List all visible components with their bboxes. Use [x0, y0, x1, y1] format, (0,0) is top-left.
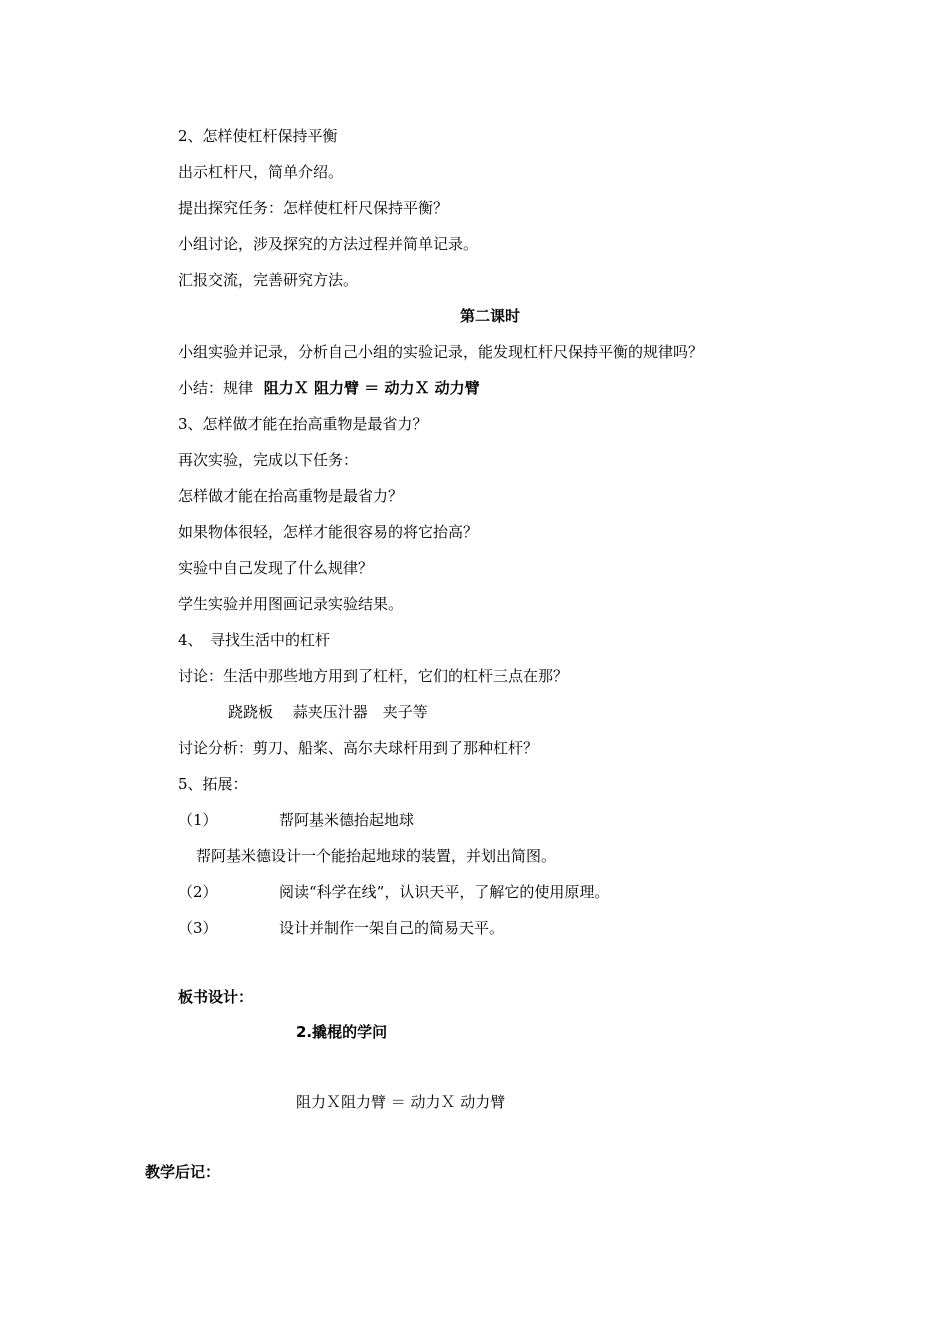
- section-heading-3: 3、怎样做才能在抬高重物是最省力？: [178, 415, 428, 433]
- section-heading-2: 2、怎样使杠杆保持平衡: [178, 127, 338, 145]
- board-design-title: 板书设计：: [178, 988, 254, 1006]
- list-item-text: 帮阿基米德抬起地球: [279, 811, 415, 829]
- paragraph: 小组讨论，涉及探究的方法过程并简单记录。: [178, 235, 479, 253]
- list-item-number: （2）: [178, 883, 218, 901]
- list-item-number: （1）: [178, 811, 218, 829]
- summary-line: [178, 378, 480, 398]
- paragraph: 出示杠杆尺，简单介绍。: [178, 163, 344, 181]
- paragraph: 再次实验，完成以下任务：: [178, 451, 359, 469]
- section-heading-4: 4、 寻找生活中的杠杆: [178, 631, 331, 649]
- paragraph: 讨论分析：剪刀、船桨、高尔夫球杆用到了那种杠杆？: [178, 739, 539, 757]
- section-heading-5: 5、拓展：: [178, 775, 248, 793]
- examples-line: 跷跷板 蒜夹压汁器 夹子等: [228, 703, 428, 721]
- summary-prefix: 小结：规律: [178, 379, 254, 397]
- paragraph: 小组实验并记录，分析自己小组的实验记录，能发现杠杆尺保持平衡的规律吗？: [178, 343, 704, 361]
- second-lesson-title: 第二课时: [460, 307, 521, 325]
- paragraph: 汇报交流，完善研究方法。: [178, 271, 359, 289]
- paragraph: 怎样做才能在抬高重物是最省力？: [178, 487, 404, 505]
- paragraph: 提出探究任务：怎样使杠杆尺保持平衡？: [178, 199, 449, 217]
- list-item-text: 设计并制作一架自己的简易天平。: [279, 919, 505, 937]
- paragraph: 讨论：生活中那些地方用到了杠杆，它们的杠杆三点在那？: [178, 667, 569, 685]
- paragraph: 如果物体很轻，怎样才能很容易的将它抬高？: [178, 523, 479, 541]
- list-item-number: （3）: [178, 919, 218, 937]
- teaching-postscript-title: 教学后记：: [145, 1163, 221, 1181]
- summary-formula: 阻力Ｘ 阻力臂 ＝ 动力Ｘ 动力臂: [263, 379, 480, 397]
- paragraph: 学生实验并用图画记录实验结果。: [178, 595, 404, 613]
- paragraph: 帮阿基米德设计一个能抬起地球的装置，并划出简图。: [196, 847, 557, 865]
- board-lesson-title: 2.撬棍的学问: [296, 1023, 388, 1041]
- board-formula: 阻力Ｘ阻力臂 ＝ 动力Ｘ 动力臂: [296, 1093, 506, 1111]
- list-item-text: 阅读“科学在线”，认识天平，了解它的使用原理。: [279, 883, 610, 901]
- paragraph: 实验中自己发现了什么规律？: [178, 559, 374, 577]
